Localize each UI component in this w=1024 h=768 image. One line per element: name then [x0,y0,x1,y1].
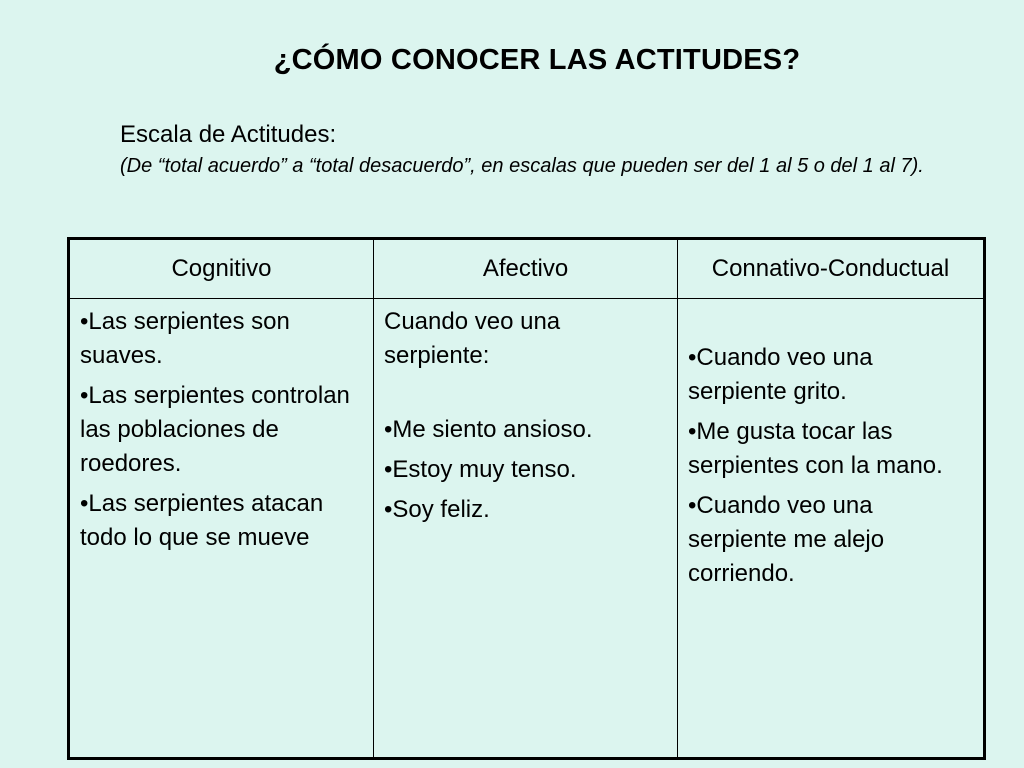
list-item: •Cuando veo una serpiente me alejo corriendo. [688,492,885,587]
list-item: •Me gusta tocar las serpientes con la mano. [688,418,943,479]
attitudes-table [67,237,986,760]
list-item: •Estoy muy tenso. [384,456,577,483]
list-item: •Las serpientes atacan todo lo que se mueve [80,490,324,551]
list-item: •Me siento ansioso. [384,416,593,443]
list-item: •Soy feliz. [384,496,490,523]
afectivo-intro: Cuando veo una serpiente: [384,308,561,369]
slide-title: ¿CÓMO CONOCER LAS ACTITUDES? [273,44,801,76]
list-item: •Cuando veo una serpiente grito. [688,344,873,405]
list-item: •Las serpientes controlan las poblaciones de roedores. [80,382,350,477]
header-afectivo: Afectivo [374,239,678,299]
scale-note: (De “total acuerdo” a “total desacuerdo”, en escalas que pueden ser del 1 al 5 o del 1 al 7). [120,155,924,177]
cognitivo-cell [69,299,374,759]
list-item: •Las serpientes son suaves. [80,308,290,369]
header-conductual: Connativo-Conductual [678,239,985,299]
afectivo-cell [374,299,678,759]
header-cognitivo: Cognitivo [69,239,374,299]
table-row [69,299,985,759]
scale-subtitle: Escala de Actitudes: [120,121,337,148]
conductual-cell [678,299,985,759]
table-header-row [69,239,985,299]
